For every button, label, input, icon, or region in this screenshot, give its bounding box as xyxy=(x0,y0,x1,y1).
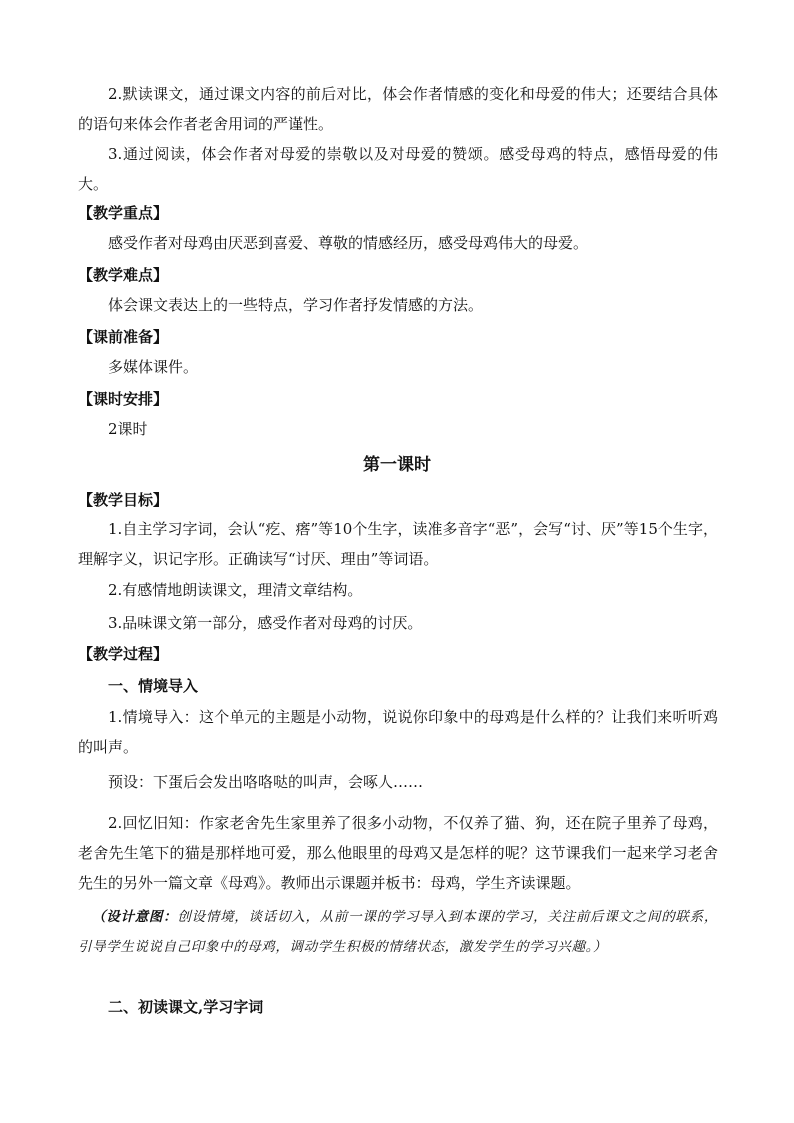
lesson-title: 第一课时 xyxy=(363,455,431,475)
design-intent-label: （设计意图： xyxy=(92,909,178,925)
section-1-paragraph-2: 2.回忆旧知：作家老舍先生家里养了很多小动物，不仅养了猫、狗，还在院子里养了母鸡，老舍先生笔下的猫是那样地可爱，那么他眼里的母鸡又是怎样的呢？这节课我们一起来学习老舍先生的另外一篇文章《母鸡》。教师出示课题并板书：母鸡，学生齐读课题。 xyxy=(78,814,718,892)
section-1-preset: 预设：下蛋后会发出咯咯哒的叫声，会啄人…… xyxy=(108,773,424,791)
section-1-paragraph-1: 1.情境导入：这个单元的主题是小动物，说说你印象中的母鸡是什么样的？让我们来听听鸡的叫声。 xyxy=(78,708,718,756)
intro-paragraph-3: 3.通过阅读，体会作者对母爱的崇敬以及对母爱的赞颂。感受母鸡的特点，感悟母爱的伟大。 xyxy=(78,145,718,193)
heading-key-points: 【教学重点】 xyxy=(78,204,169,222)
section-2-title: 二、初读课文,学习字词 xyxy=(108,998,264,1016)
heading-difficulties: 【教学难点】 xyxy=(78,266,169,284)
objective-2: 2.有感情地朗读课文，理清文章结构。 xyxy=(108,581,363,599)
key-points-text: 感受作者对母鸡由厌恶到喜爱、尊敬的情感经历，感受母鸡伟大的母爱。 xyxy=(108,234,589,252)
design-intent-text: 创设情境，谈话切入，从前一课的学习导入到本课的学习，关注前后课文之间的联系，引导学生说说自己印象中的母鸡，调动学生积极的情绪状态，激发学生的学习兴趣。） xyxy=(78,909,718,955)
heading-process: 【教学过程】 xyxy=(78,645,169,663)
design-intent-note xyxy=(78,902,718,962)
objective-3: 3.品味课文第一部分，感受作者对母鸡的讨厌。 xyxy=(108,614,423,632)
objective-1: 1.自主学习字词，会认“疙、瘩”等10个生字，读准多音字“恶”，会写“讨、厌”等15个生字，理解字义，识记字形。正确读写“讨厌、理由”等词语。 xyxy=(78,520,718,568)
heading-objectives: 【教学目标】 xyxy=(78,491,169,509)
intro-paragraph-2: 2.默读课文，通过课文内容的前后对比，体会作者情感的变化和母爱的伟大；还要结合具体的语句来体会作者老舍用词的严谨性。 xyxy=(78,85,718,133)
heading-preparation: 【课前准备】 xyxy=(78,328,169,346)
preparation-text: 多媒体课件。 xyxy=(108,358,199,376)
section-1-title: 一、情境导入 xyxy=(108,677,199,695)
heading-schedule: 【课时安排】 xyxy=(78,390,169,408)
difficulties-text: 体会课文表达上的一些特点，学习作者抒发情感的方法。 xyxy=(108,296,484,314)
schedule-text: 2课时 xyxy=(108,420,148,438)
